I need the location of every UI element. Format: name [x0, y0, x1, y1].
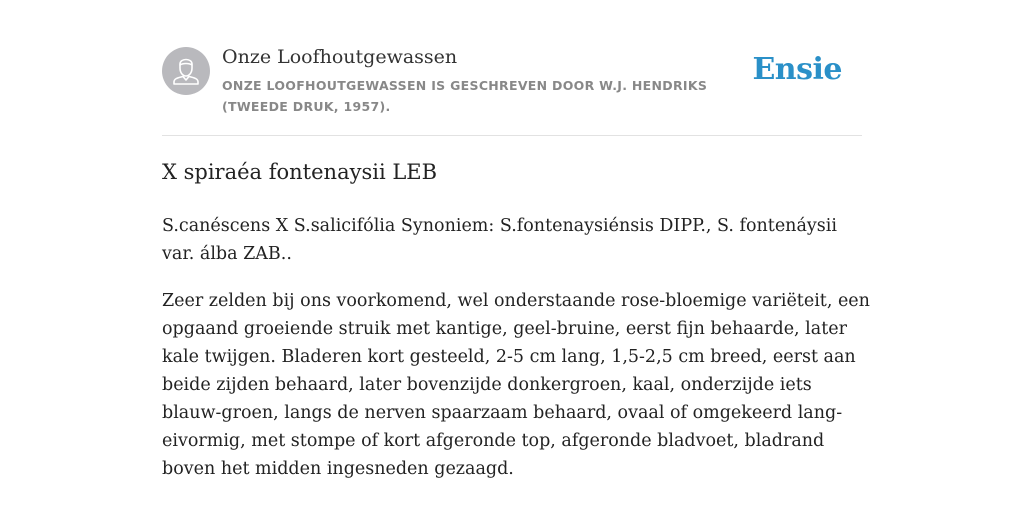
- ensie-logo[interactable]: Ensie: [752, 52, 842, 87]
- user-avatar-icon: [162, 47, 210, 95]
- entry-paragraph-description: Zeer zelden bij ons voorkomend, wel onderstaande rose-bloemige variëteit, een opgaand groeiende struik met kantige, geel-bruine, eerst fijn behaarde, later kale twijgen. Bladeren kort gesteeld, 2-5 cm lang, 1,5-2,5 cm breed, eerst aan beide zijden behaard, later bovenzijde donkergroen, kaal, onderzijde iets blauw-groen, langs de nerven spaarzaam behaard, ovaal of omgekeerd lang-eivormig, met stompe of kort afgeronde top, afgeronde bladvoet, bladrand boven het midden ingesneden gezaagd.: [162, 291, 870, 479]
- entry-paragraph-synonyms: S.canéscens X S.salicifólia Synoniem: S.fontenaysiénsis DIPP., S. fontenáysii var. álba ZAB..: [162, 216, 837, 264]
- source-description: ONZE LOOFHOUTGEWASSEN IS GESCHREVEN DOOR W.J. HENDRIKS (TWEEDE DRUK, 1957).: [222, 78, 708, 114]
- source-header: [162, 46, 862, 136]
- header-divider: [162, 135, 862, 136]
- source-title[interactable]: Onze Loofhoutgewassen: [222, 46, 458, 68]
- entry-title: X spiraéa fontenaysii LEB: [162, 160, 438, 184]
- person-outline-icon: [162, 47, 210, 95]
